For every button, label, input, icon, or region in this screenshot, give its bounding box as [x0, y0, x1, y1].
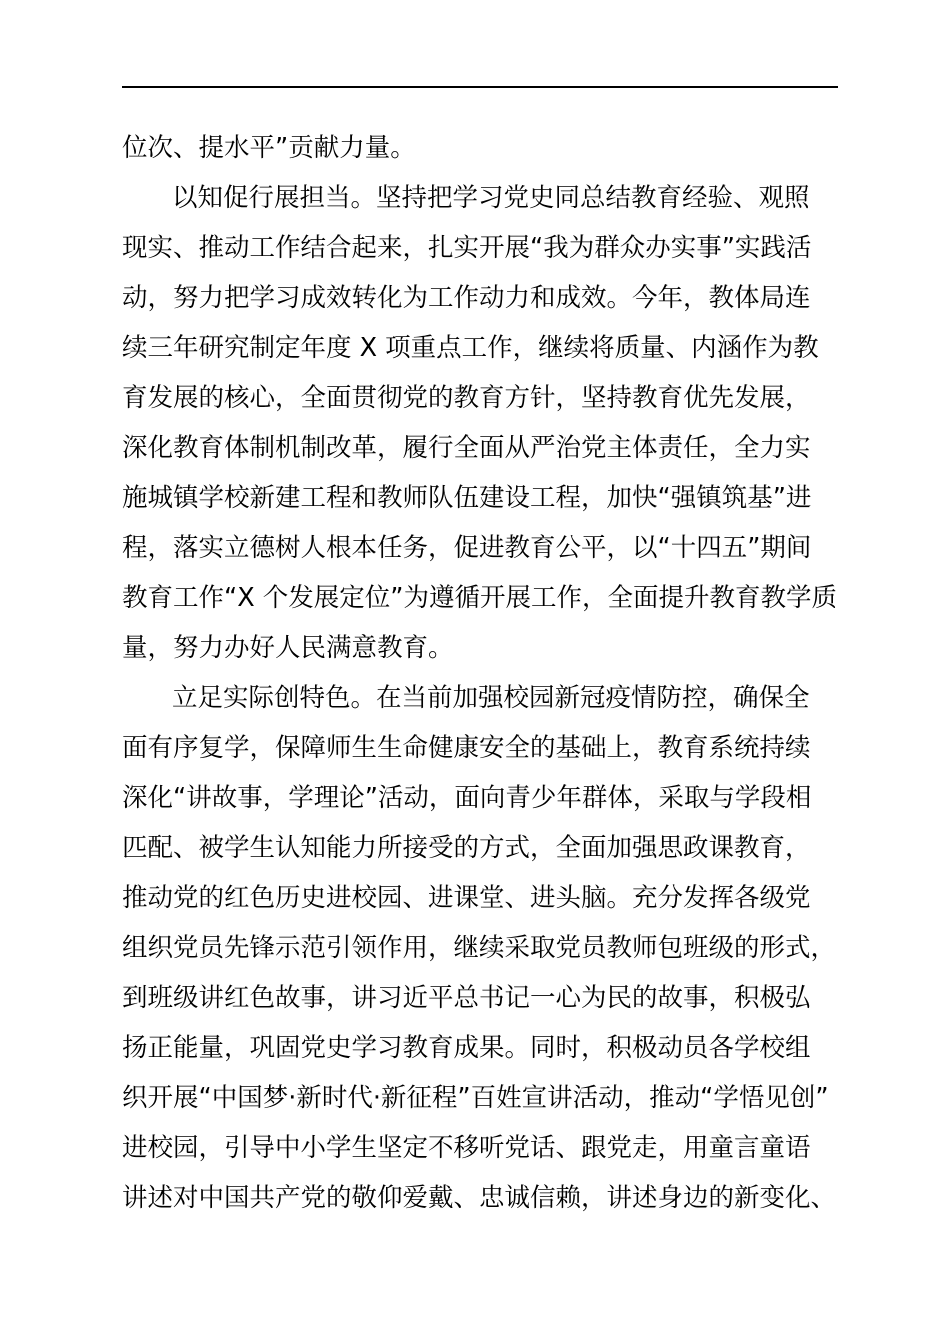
text-line: 进校园，引导中小学生坚定不移听党话、跟党走，用童言童语 — [122, 1133, 811, 1163]
text-line: 推动党的红色历史进校园、进课堂、进头脑。充分发挥各级党 — [122, 883, 811, 913]
text-line: 程，落实立德树人根本任务，促进教育公平，以“十四五”期间 — [122, 533, 812, 563]
text-line: 施城镇学校新建工程和教师队伍建设工程，加快“强镇筑基”进 — [122, 483, 812, 513]
text-line: 深化“讲故事，学理论”活动，面向青少年群体，采取与学段相 — [122, 783, 812, 813]
text-line: 到班级讲红色故事，讲习近平总书记一心为民的故事，积极弘 — [122, 983, 811, 1013]
text-line: 面有序复学，保障师生生命健康安全的基础上，教育系统持续 — [122, 733, 811, 763]
header-rule — [122, 86, 838, 88]
text-line: 以知促行展担当。坚持把学习党史同总结教育经验、观照 — [172, 183, 810, 213]
text-line: 织开展“中国梦·新时代·新征程”百姓宣讲活动，推动“学悟见创” — [122, 1083, 829, 1113]
text-line: 现实、推动工作结合起来，扎实开展“我为群众办实事”实践活 — [122, 233, 812, 263]
text-line: 扬正能量，巩固党史学习教育成果。同时，积极动员各学校组 — [122, 1033, 811, 1063]
text-line: 量，努力办好人民满意教育。 — [122, 633, 454, 663]
text-line: 匹配、被学生认知能力所接受的方式，全面加强思政课教育， — [122, 833, 811, 863]
text-line: 位次、提水平”贡献力量。 — [122, 133, 416, 163]
text-line: 深化教育体制机制改革，履行全面从严治党主体责任，全力实 — [122, 433, 811, 463]
text-line: 组织党员先锋示范引领作用，继续采取党员教师包班级的形式， — [122, 933, 837, 963]
text-line: 立足实际创特色。在当前加强校园新冠疫情防控，确保全 — [172, 683, 810, 713]
text-line: 教育工作“X 个发展定位”为遵循开展工作，全面提升教育教学质 — [122, 583, 837, 613]
body-text — [122, 123, 862, 1223]
text-line: 续三年研究制定年度 X 项重点工作，继续将质量、内涵作为教 — [122, 333, 819, 363]
text-line: 育发展的核心，全面贯彻党的教育方针，坚持教育优先发展， — [122, 383, 811, 413]
text-line: 动，努力把学习成效转化为工作动力和成效。今年，教体局连 — [122, 283, 811, 313]
text-line: 讲述对中国共产党的敬仰爱戴、忠诚信赖，讲述身边的新变化、 — [122, 1183, 837, 1213]
